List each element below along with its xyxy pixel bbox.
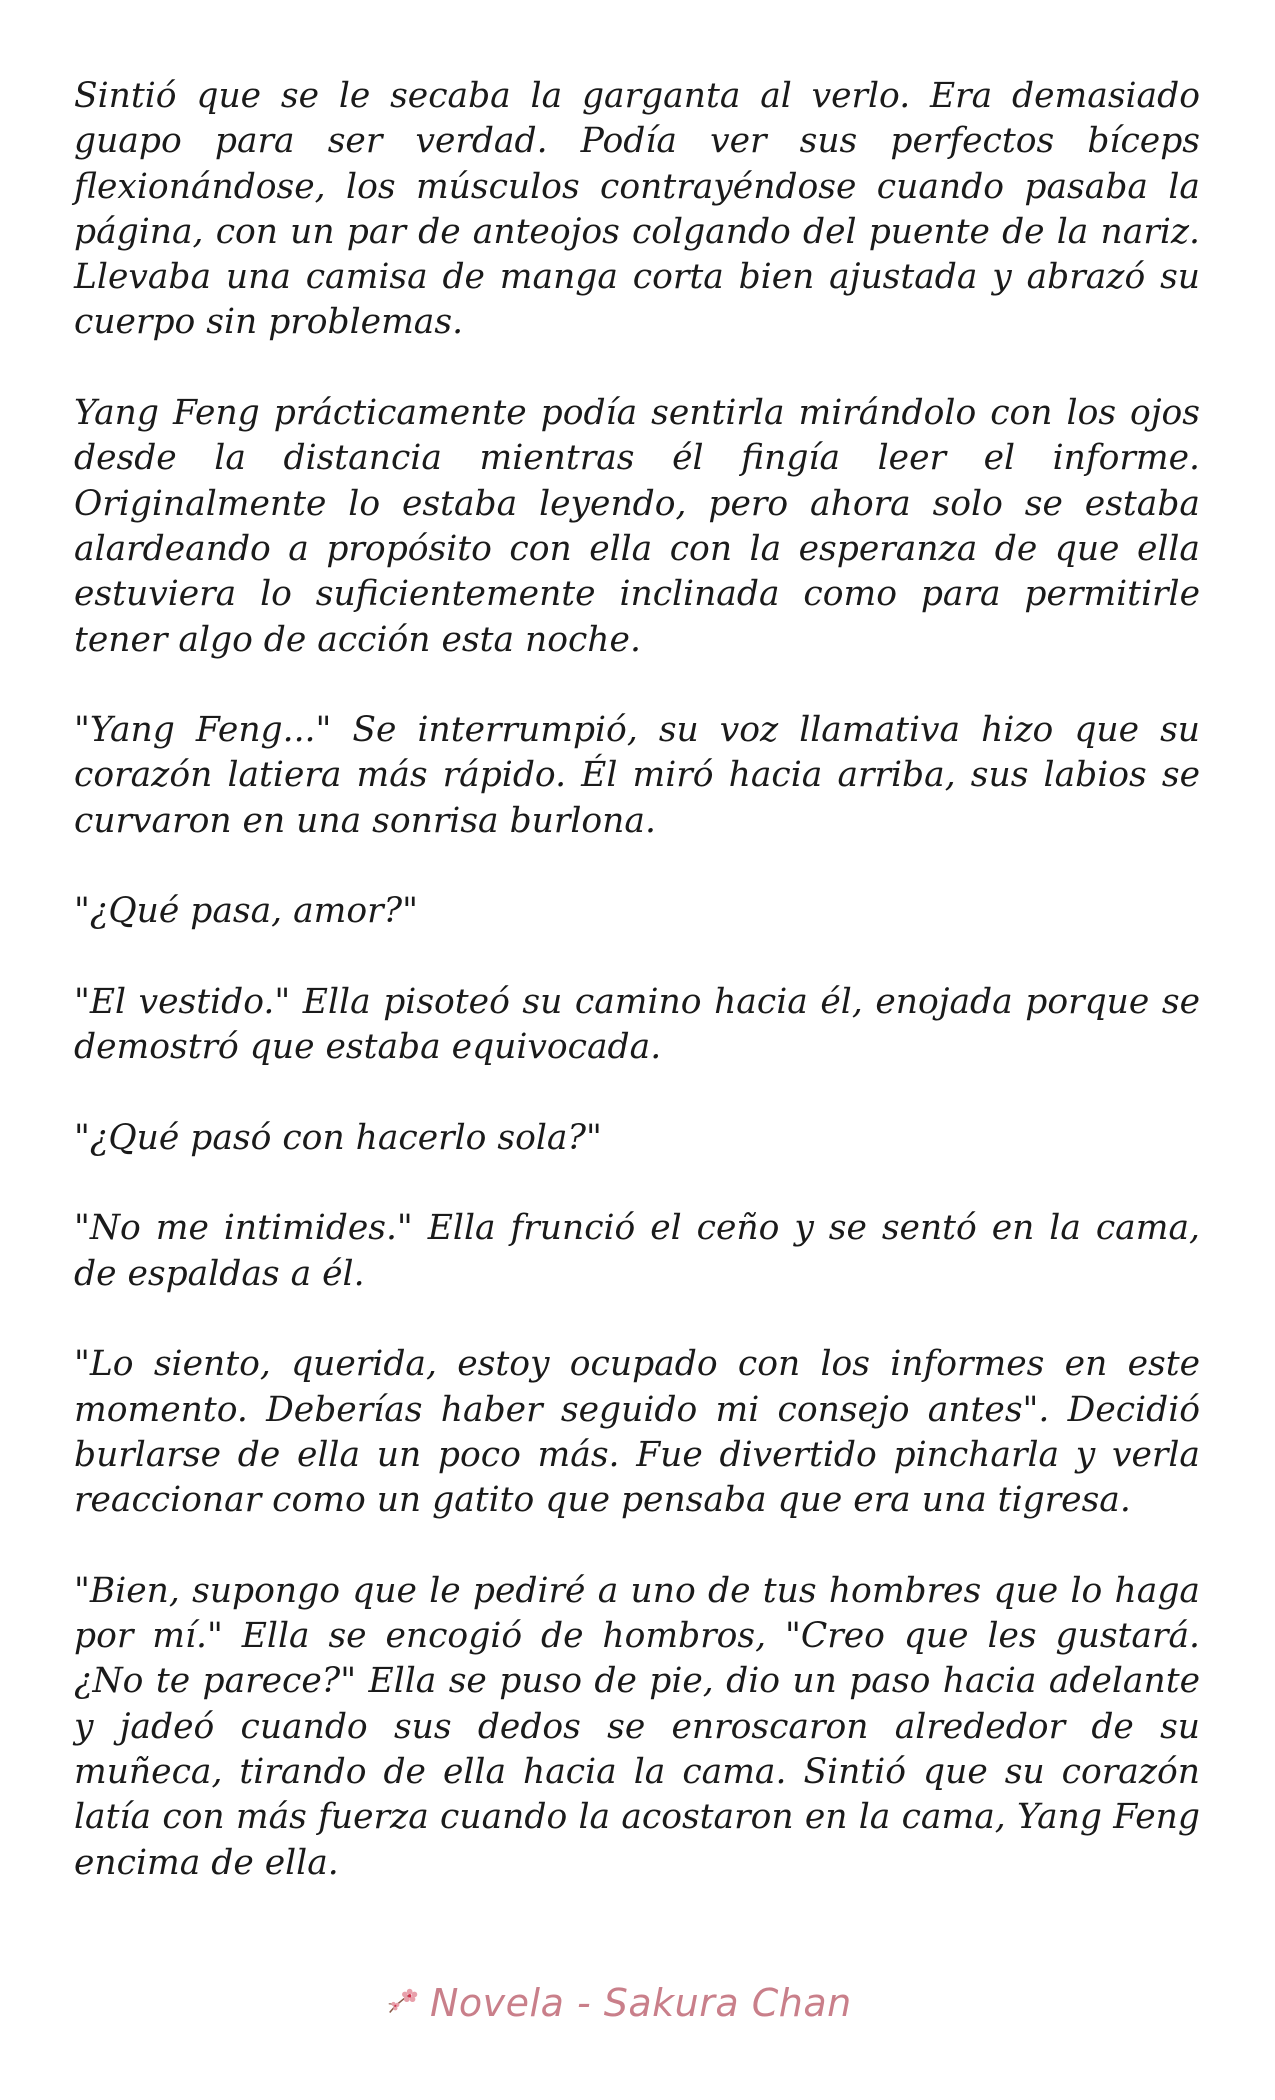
sakura-flower-icon (384, 1984, 422, 2022)
paragraph: "No me intimides." Ella frunció el ceño y se sentó en la cama, de espaldas a él. (74, 1208, 1200, 1294)
watermark-text: Novela - Sakura Chan (430, 1981, 852, 2025)
document-body (74, 74, 1200, 1886)
paragraph: Yang Feng prácticamente podía sentirla mirándolo con los ojos desde la distancia mientras él fingía leer el informe. Originalmente lo estaba leyendo, pero ahora solo se estaba alardeando a propósito con ella con la esperanza de que ella estuviera lo suficientemente inclinada como para permitirle tener algo de acción esta noche. (74, 393, 1200, 660)
watermark (384, 1976, 852, 2030)
paragraph: Sintió que se le secaba la garganta al verlo. Era demasiado guapo para ser verdad. Podía ver sus perfectos bíceps flexionándose, los músculos contrayéndose cuando pasaba la página, con un par de anteojos colgando del puente de la nariz. Llevaba una camisa de manga corta bien ajustada y abrazó su cuerpo sin problemas. (74, 76, 1200, 343)
paragraph: "El vestido." Ella pisoteó su camino hacia él, enojada porque se demostró que estaba equivocada. (74, 981, 1200, 1068)
paragraph: "Yang Feng..." Se interrumpió, su voz llamativa hizo que su corazón latiera más rápido. Él miró hacia arriba, sus labios se curvaron en una sonrisa burlona. (74, 710, 1200, 841)
paragraph: "Lo siento, querida, estoy ocupado con los informes en este momento. Deberías haber seguido mi consejo antes". Decidió burlarse de ella un poco más. Fue divertido pincharla y verla reaccionar como un gatito que pensaba que era una tigresa. (74, 1344, 1200, 1521)
paragraph: "¿Qué pasa, amor?" (74, 891, 419, 932)
paragraph: "Bien, supongo que le pediré a uno de tus hombres que lo haga por mí." Ella se encogió de hombros, "Creo que les gustará. ¿No te parece?" Ella se puso de pie, dio un paso hacia adelante y jadeó cuando sus dedos se enroscaron alrededor de su muñeca, tirando de ella hacia la cama. Sintió que su corazón latía con más fuerza cuando la acostaron en la cama, Yang Feng encima de ella. (74, 1570, 1200, 1883)
paragraph: "¿Qué pasó con hacerlo sola?" (74, 1117, 602, 1158)
